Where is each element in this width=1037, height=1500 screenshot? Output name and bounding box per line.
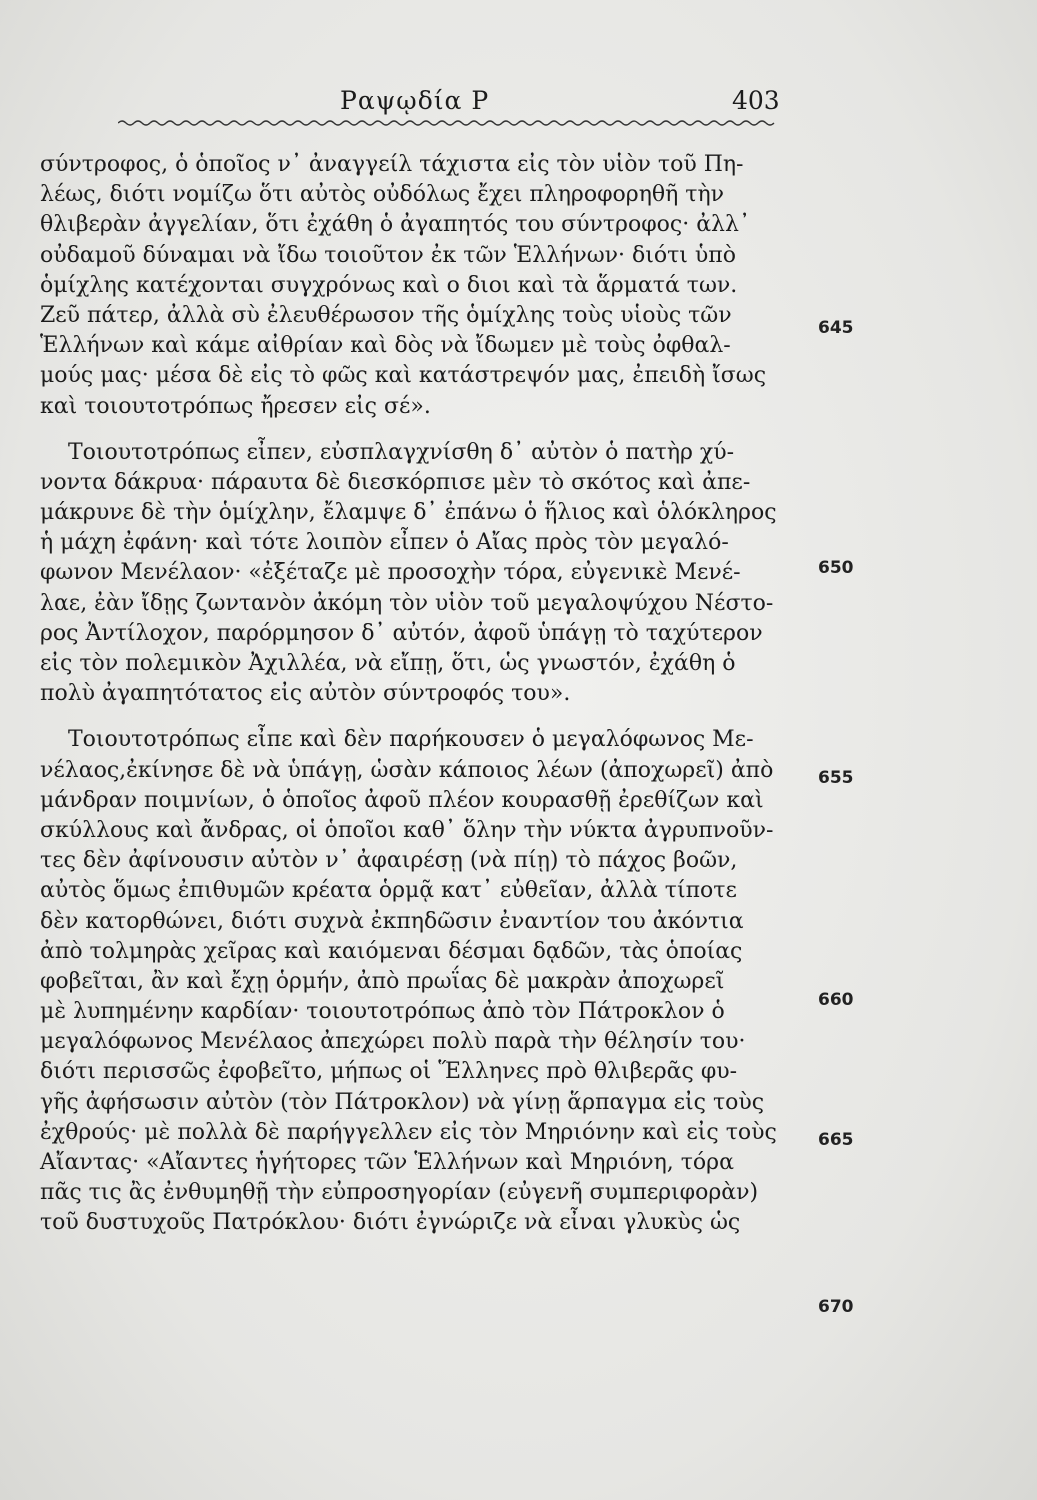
text-line: σύντροφος, ὁ ὁποῖος ν᾿ ἀναγγείλ τάχιστα εἰς τὸν υἱὸν τοῦ Πη- [40, 152, 744, 177]
text-line: θλιβερὰν ἀγγελίαν, ὅτι ἐχάθη ὁ ἀγαπητός του σύντροφος· ἀλλ᾿ [40, 212, 750, 238]
text-line: λαε, ἐὰν ἴδῃς ζωντανὸν ἀκόμη τὸν υἱὸν τοῦ μεγαλοψύχου Νέστο- [40, 590, 774, 616]
text-line: εἰς τὸν πολεμικὸν Ἀχιλλέα, νὰ εἴπῃ, ὅτι, ὡς γνωστόν, ἐχάθη ὁ [40, 651, 736, 676]
verse-number: 665 [818, 1130, 854, 1150]
text-line: νοντα δάκρυα· πάραυτα δὲ διεσκόρπισε μὲν τὸ σκότος καὶ ἀπε- [40, 469, 751, 495]
text-line: ἐχθρούς· μὲ πολλὰ δὲ παρήγγελλεν εἰς τὸν Μηριόνην καὶ εἰς τοὺς [40, 1119, 777, 1145]
text-line: πᾶς τις ἂς ἐνθυμηθῇ τὴν εὐπροσηγορίαν (εὐγενῆ συμπεριφορὰν) [40, 1180, 759, 1206]
text-line: τοῦ δυστυχοῦς Πατρόκλου· διότι ἐγνώριζε νὰ εἶναι γλυκὺς ὡς [40, 1210, 741, 1236]
text-line: αὐτὸς ὅμως ἐπιθυμῶν κρέατα ὁρμᾷ κατ᾿ εὐθεῖαν, ἀλλὰ τίποτε [40, 878, 737, 904]
body-text [40, 150, 810, 1239]
paragraph-2 [40, 438, 810, 710]
chapter-title: Ραψῳδία Ρ [340, 86, 490, 115]
text-line: Τοιουτοτρόπως εἶπε καὶ δὲν παρήκουσεν ὁ μεγαλόφωνος Με- [68, 727, 754, 753]
text-line: διότι περισσῶς ἐφοβεῖτο, μήπως οἱ Ἕλληνες πρὸ θλιβερᾶς φυ- [40, 1059, 738, 1085]
verse-number: 645 [818, 318, 854, 338]
text-line: λέως, διότι νομίζω ὅτι αὐτὸς οὐδόλως ἔχει πληροφορηθῆ τὴν [40, 182, 725, 208]
text-line: τες δὲν ἀφίνουσιν αὐτὸν ν᾿ ἀφαιρέσῃ (νὰ πίῃ) τὸ πάχος βοῶν, [40, 848, 738, 874]
text-line: Αἴαντας· «Αἴαντες ἡγήτορες τῶν Ἑλλήνων καὶ Μηριόνη, τόρα [40, 1150, 734, 1175]
text-line: ἀπὸ τολμηρὰς χεῖρας καὶ καιόμεναι δέσμαι δᾳδῶν, τὰς ὁποίας [40, 938, 743, 964]
text-line: ρος Ἀντίλοχον, παρόρμησον δ᾿ αὐτόν, ἀφοῦ ὑπάγῃ τὸ ταχύτερον [40, 620, 763, 646]
page-number: 403 [732, 86, 780, 115]
text-line: μὲ λυπημένην καρδίαν· τοιουτοτρόπως ἀπὸ τὸν Πάτροκλον ὁ [40, 999, 725, 1025]
header-wavy-rule [118, 116, 780, 130]
text-line: σκύλλους καὶ ἄνδρας, οἱ ὁποῖοι καθ᾿ ὅλην τὴν νύκτα ἀγρυπνοῦν- [40, 817, 774, 843]
text-line: ἡ μάχη ἐφάνη· καὶ τότε λοιπὸν εἶπεν ὁ Αἴας πρὸς τὸν μεγαλό- [40, 530, 729, 556]
text-line: πολὺ ἀγαπητότατος εἰς αὐτὸν σύντροφός του». [40, 681, 571, 707]
text-line: Τοιουτοτρόπως εἶπεν, εὐσπλαγχνίσθη δ᾿ αὐτὸν ὁ πατὴρ χύ- [68, 439, 735, 465]
text-line: ὁμίχλης κατέχονται συγχρόνως καὶ ο διοι καὶ τὰ ἅρματά των. [40, 272, 738, 298]
text-line: μάνδραν ποιμνίων, ὁ ὁποῖος ἀφοῦ πλέον κουρασθῇ ἐρεθίζων καὶ [40, 787, 764, 813]
verse-number: 660 [818, 990, 854, 1010]
verse-number: 670 [818, 1297, 854, 1317]
text-line: φωνον Μενέλαον· «ἐξέταζε μὲ προσοχὴν τόρα, εὐγενικὲ Μενέ- [40, 560, 741, 586]
text-line: Ἑλλήνων καὶ κάμε αἰθρίαν καὶ δὸς νὰ ἴδωμεν μὲ τοὺς ὀφθαλ- [40, 333, 731, 359]
paragraph-1 [40, 150, 810, 422]
text-line: Ζεῦ πάτερ, ἀλλὰ σὺ ἐλευθέρωσον τῆς ὁμίχλης τοὺς υἱοὺς τῶν [40, 302, 732, 328]
paragraph-3 [40, 725, 810, 1238]
text-line: φοβεῖται, ἂν καὶ ἔχῃ ὁρμήν, ἀπὸ πρωΐας δὲ μακρὰν ἀποχωρεῖ [40, 968, 725, 994]
verse-number: 650 [818, 558, 854, 578]
text-line: μούς μας· μέσα δὲ εἰς τὸ φῶς καὶ κατάστρεψόν μας, ἐπειδὴ ἴσως [40, 363, 767, 389]
text-line: γῆς ἀφήσωσιν αὐτὸν (τὸν Πάτροκλον) νὰ γίνῃ ἅρπαγμα εἰς τοὺς [40, 1089, 765, 1115]
text-line: μεγαλόφωνος Μενέλαος ἀπεχώρει πολὺ παρὰ τὴν θέλησίν του· [40, 1029, 746, 1055]
text-line: δὲν κατορθώνει, διότι συχνὰ ἐκπηδῶσιν ἐναντίον του ἀκόντια [40, 908, 744, 934]
text-line: νέλαος,ἐκίνησε δὲ νὰ ὑπάγῃ, ὡσὰν κάποιος λέων (ἀποχωρεῖ) ἀπὸ [40, 757, 774, 783]
text-line: οὐδαμοῦ δύναμαι νὰ ἴδω τοιοῦτον ἐκ τῶν Ἑλλήνων· διότι ὑπὸ [40, 242, 736, 268]
text-line: μάκρυνε δὲ τὴν ὁμίχλην, ἔλαμψε δ᾿ ἐπάνω ὁ ἥλιος καὶ ὁλόκληρος [40, 500, 777, 526]
verse-number: 655 [818, 768, 854, 788]
text-line: καὶ τοιουτοτρόπως ἤρεσεν εἰς σέ». [40, 393, 431, 419]
